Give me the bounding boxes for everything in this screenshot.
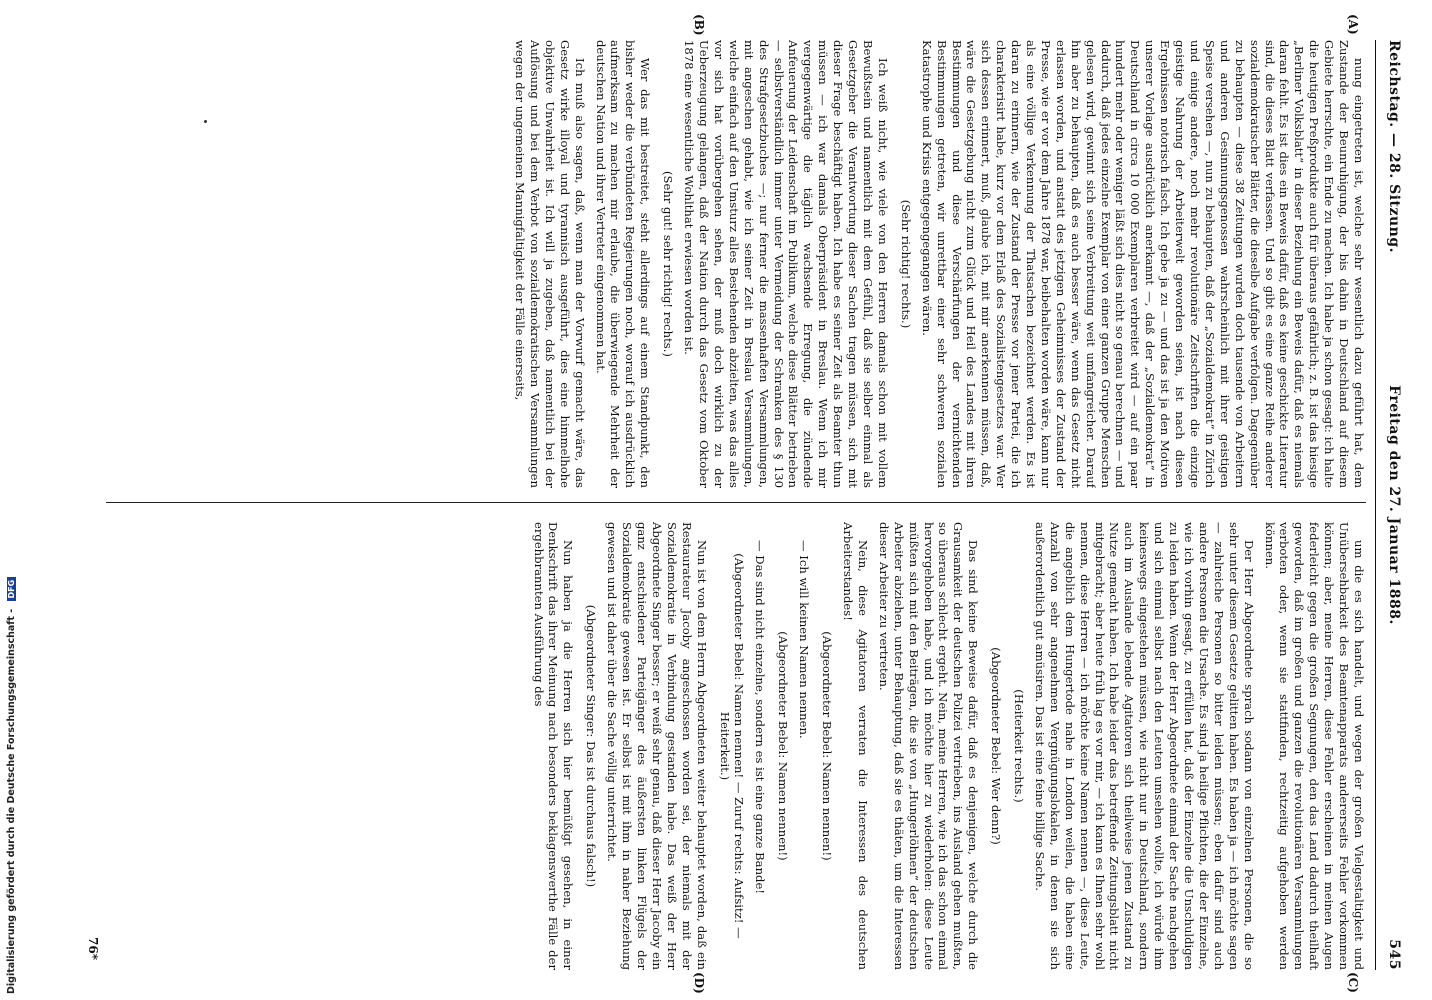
right-text-column bbox=[66, 522, 1366, 970]
dfg-logo: DFG bbox=[7, 577, 16, 602]
column-divider bbox=[106, 502, 1366, 503]
interjection: (Abgeordneter Bebel: Namen nennen! — Zuruf rechts: Aufsitz! — Heiterkeit.) bbox=[717, 553, 747, 939]
paragraph: Ich weiß nicht, wie viele von den Herren damals schon mit vollem Bewußtsein und namentlich mit dem Gefühl, daß sie selber einmal als Gesetzgeber die Verantwortung dieser Sachen tragen müssen, sich mit dieser Frage beschäftigt haben. Ich habe es seiner Zeit als Beamter thun müssen — ich war damals Oberpräsident in Breslau. Wenn ich mir vergegenwärtige die täglich wachsende Erregung, die zündende Anfeuerung der Leidenschaft im Publikum, welche diese Blätter betrieben — selbstverständlich immer unter Vermeidung der Schranken des § 130 des Strafgesetzbuches —; nur ferner die massenhaften Versammlungen, mit angeschen gehabt, wie ich seiner Zeit in Breslau Versammlungen, welche einfach auf den Umsturz alles Bestehenden abzielten, was das alles vor sich hat vorübergehen sehen, der muß doch wirklich zu der Ueberzeugung gelangen, daß der Nation durch das Gesetz vom Oktober 1878 eine wesentliche Wohlthat erwiesen worden ist. bbox=[682, 40, 890, 488]
rotated-newspaper-page bbox=[16, 0, 1416, 1000]
left-text-column bbox=[66, 40, 1366, 488]
paragraph: Das sind keine Beweise dafür, daß es denjenigen, welche durch die Grausamkeit der deutschen Polizei vertrieben, ins Ausland gehen mußten, so überaus schlecht ergeht. Nein, meine Herren, wie ich das schon einmal hervorgehoben habe, und ich möchte hier zu wiederholen: diese Leute müßten sich mit den Beiträgen, die sie von „Hungerlöhnen“ der deutschen Arbeiter abziehen, unter Behauptung, daß sie es thäten, um die Interessen dieser Arbeiter zu vertreten. bbox=[876, 522, 981, 970]
credit-text: Digitalisierung gefördert durch die Deutsche Forschungsgemeinschaft - bbox=[6, 608, 17, 994]
margin-marker-c: (C) bbox=[1346, 972, 1360, 993]
interjection: (Abgeordneter Bebel: Wer denn?) bbox=[989, 647, 1004, 845]
paragraph: — Ich will keinen Namen nennen. bbox=[797, 540, 812, 739]
paragraph: Nun haben ja die Herren sich hier bemüßigt gesehen, in einer Denkschrift das ihrer Meinung nach besonders beklagenswerthe Fälle der ergehbrannten Ausführung des bbox=[531, 522, 576, 970]
interjection: (Abgeordneter Bebel: Namen nennen!) bbox=[776, 631, 791, 861]
applause-note: (Sehr gut! sehr richtig! rechts.) bbox=[661, 171, 676, 357]
margin-marker-a: (A) bbox=[1346, 14, 1360, 35]
running-header bbox=[1378, 40, 1402, 970]
margin-marker-b: (B) bbox=[692, 14, 706, 36]
paragraph: Nein, diese Agitatoren verraten die Interessen des deutschen Arbeiterstandes! bbox=[841, 522, 870, 970]
header-date: Freitag den 27. Januar 1888. bbox=[1386, 385, 1402, 625]
digitization-credit bbox=[6, 579, 18, 994]
sheet-signature: 76* bbox=[86, 937, 100, 960]
applause-note: (Heiterkeit rechts.) bbox=[1012, 689, 1027, 803]
interjection: (Abgeordneter Singer: Das ist durchaus falsch!) bbox=[584, 604, 599, 888]
margin-marker-d: (D) bbox=[692, 972, 706, 994]
applause-note: (Sehr richtig! rechts.) bbox=[898, 199, 913, 329]
scan-speck bbox=[204, 120, 207, 123]
paragraph: Ich muß also sagen, daß, wenn man der Vorwurf gemacht wäre, das Gesetz wirke illoyal und tyrannisch ausgeführt, dies eine himmelhohe objektive Unwahrheit ist. Ich will ja zugeben, daß namentlich bei der Auflösung und bei dem Verbot von sozialdemokratischen Versammlungen wegen der ungemeinen Mannigfaltigkeit der Fälle einerseits, bbox=[513, 40, 587, 488]
paragraph: um die es sich handelt, und wegen der großen Vielgestaltigkeit und Unübersehbarkeit des Beamtenapparats andererseits Fehler vorkommen können; aber, meine Herren, diese Fehler erscheinen in meinen Augen federleicht gegen die großen Segnungen, den das Land dadurch theilhaft geworden, daß im großen und ganzen die revolutionären Versammlungen verboten oder, wenn sie stattfinden, rechtzeitig aufgehoben werden können. bbox=[1262, 522, 1366, 970]
paragraph: — Das sind nicht einzelne, sondern es ist eine ganze Bande! bbox=[753, 540, 768, 894]
header-left: Reichstag. — 28. Sitzung. bbox=[1386, 40, 1402, 253]
paragraph: Nun ist von dem Herrn Abgeordneten weiter behauptet worden, daß ein Restaurateur Jacoby angeschossen worden sei, der niemals mit der Sozialdemokratie in Verbindung gestanden habe. Das weiß der Herr Abgeordnete Singer besser; er weiß sehr genau, daß dieser Herr Jacoby ein ganz entschiedener Parteigänger des äußersten linken Flügels der Sozialdemokratie gewesen ist. Er selbst ist mit ihm in naher Beziehung gewesen und ist daher über die Sache völlig unterrichtet. bbox=[605, 522, 709, 970]
page-number: 545 bbox=[1386, 939, 1402, 970]
interjection: (Abgeordneter Bebel: Namen nennen!) bbox=[820, 631, 835, 861]
paragraph: Wer das mit bestreitet, steht allerdings auf einem Standpunkt, den bisher weder die verbündeten Regierungen noch, worauf ich ausdrücklich aufmerksam zu machen mir erlaube, die überwiegende Mehrheit der deutschen Nation und ihrer Vertreter eingenommen hat. bbox=[593, 40, 653, 488]
paragraph: Der Herr Abgeordnete sprach sodann von einzelnen Personen, die so sehr unter diesem Gesetze gelitten haben. Es haben ja — ich möchte sagen — zahlreiche Personen so bitter leiden müssen; eben dafür sind auch andere Personen die Ursache. Es sind ja heilige Pflichten, die der Einzelne, wie ich vorhin gesagt, zu erfüllen hat, daß der Einzelne die Unschuldigen zu leiden haben. Wenn der Herr Abgeordnete einmal der Sache nachgehen und sich einmal selbst nach den Leuten umsehen wollte, ich würde ihm keineswegs eingestehen müssen, wie nicht nur in Deutschland, sondern auch im Auslande lebende Agitatoren sich theilweise jenen Zustand zu Nutze gemacht haben. Ich habe leider das betreffende Zeitungsblatt nicht mitgebracht; aber heute früh lag es vor mir, — ich kann es Ihnen sehr wohl nennen, diese Herren — ich möchte keine Namen nennen —, diese Leute, die angeblich dem Hungertode nahe in London weilen, die haben eine Anzahl von sehr angenehmen Vergnügungslokalen, in denen sie sich außerordentlich gut amüsiren. Das ist eine feine billige Sache. bbox=[1032, 522, 1256, 970]
paragraph: nung eingetreten ist, welche sehr wesentlich dazu geführt hat, dem Zustande der Beunruhigung, der bis dahin in Deutschland auf diesem Gebiete herrschte, ein Ende zu machen. Ich habe ja schon gesagt: ich halte die heutigen Preßprodukte auch für überaus gefährlich; z. B. ist das hiesige „Berliner Volksblatt“ in dieser Beziehung ein Beweis dafür, daß es niemals daran fehlt. Es ist dies ein Beweis dafür, daß es keine geschickte Literatur sind, die dieses Blatt verfassen. Und so gibt es eine ganze Reihe anderer sozialdemokratischer Blätter, die dieselbe Aufgabe verfolgen. Dagegenüber zu behaupten — diese 38 Zeitungen wurden doch tausende von Arbeitern und anderen Gesinnungsgenossen wahrscheinlich mit ihrer geistigen Speise versehen —, nun zu behaupten, daß der „Sozialdemokrat“ in Zürich und einige andere, noch mehr revolutionäre Zeitschriften die einzige geistige Nahrung der Arbeiterwelt geworden seien, ist nach diesen Ergebnissen notorisch falsch. Ich gebe ja zu — und das ist ja den Motiven unserer Vorlage ausdrücklich anerkannt —, daß der „Sozialdemokrat“ in Deutschland in circa 10 000 Exemplaren verbreitet wird — auf ein paar hundert mehr oder weniger läßt sich dies nicht so genau berechnen — und dadurch, daß jedes einzelne Exemplar von einer ganzen Gruppe Menschen gelesen wird, gewinnt sich seine Verbreitung weit umfangreicher. Darauf hin aber zu behaupten, daß es auch besser wäre, wenn das Gesetz nicht erlassen worden, und anstatt des jetzigen Geheimnisses der Zustand der Presse, wie er vor dem Jahre 1878 war, beibehalten worden wäre, kann nur als eine völlige Verkennung der Thatsachen bezeichnet werden. Es ist daran zu erinnern, wie der Zustand der Presse vor jener Partei, die ich charakterisirt habe, kurz vor dem Erlaß des Sozialistengesetzes war. Wer sich dessen erinnert, muß, glaube ich, mit mir anerkennen müssen, daß, wäre die Gesetzgebung nicht zum Glück und Heil des Landes mit ihren Bestimmungen und diese Verschärfungen der vernichtenden Bestimmungen getreten, wir unrettbar einer sehr schweren sozialen Katastrophe und Krisis entgegengegangen wären. bbox=[919, 40, 1366, 488]
header-rule bbox=[1375, 40, 1376, 970]
